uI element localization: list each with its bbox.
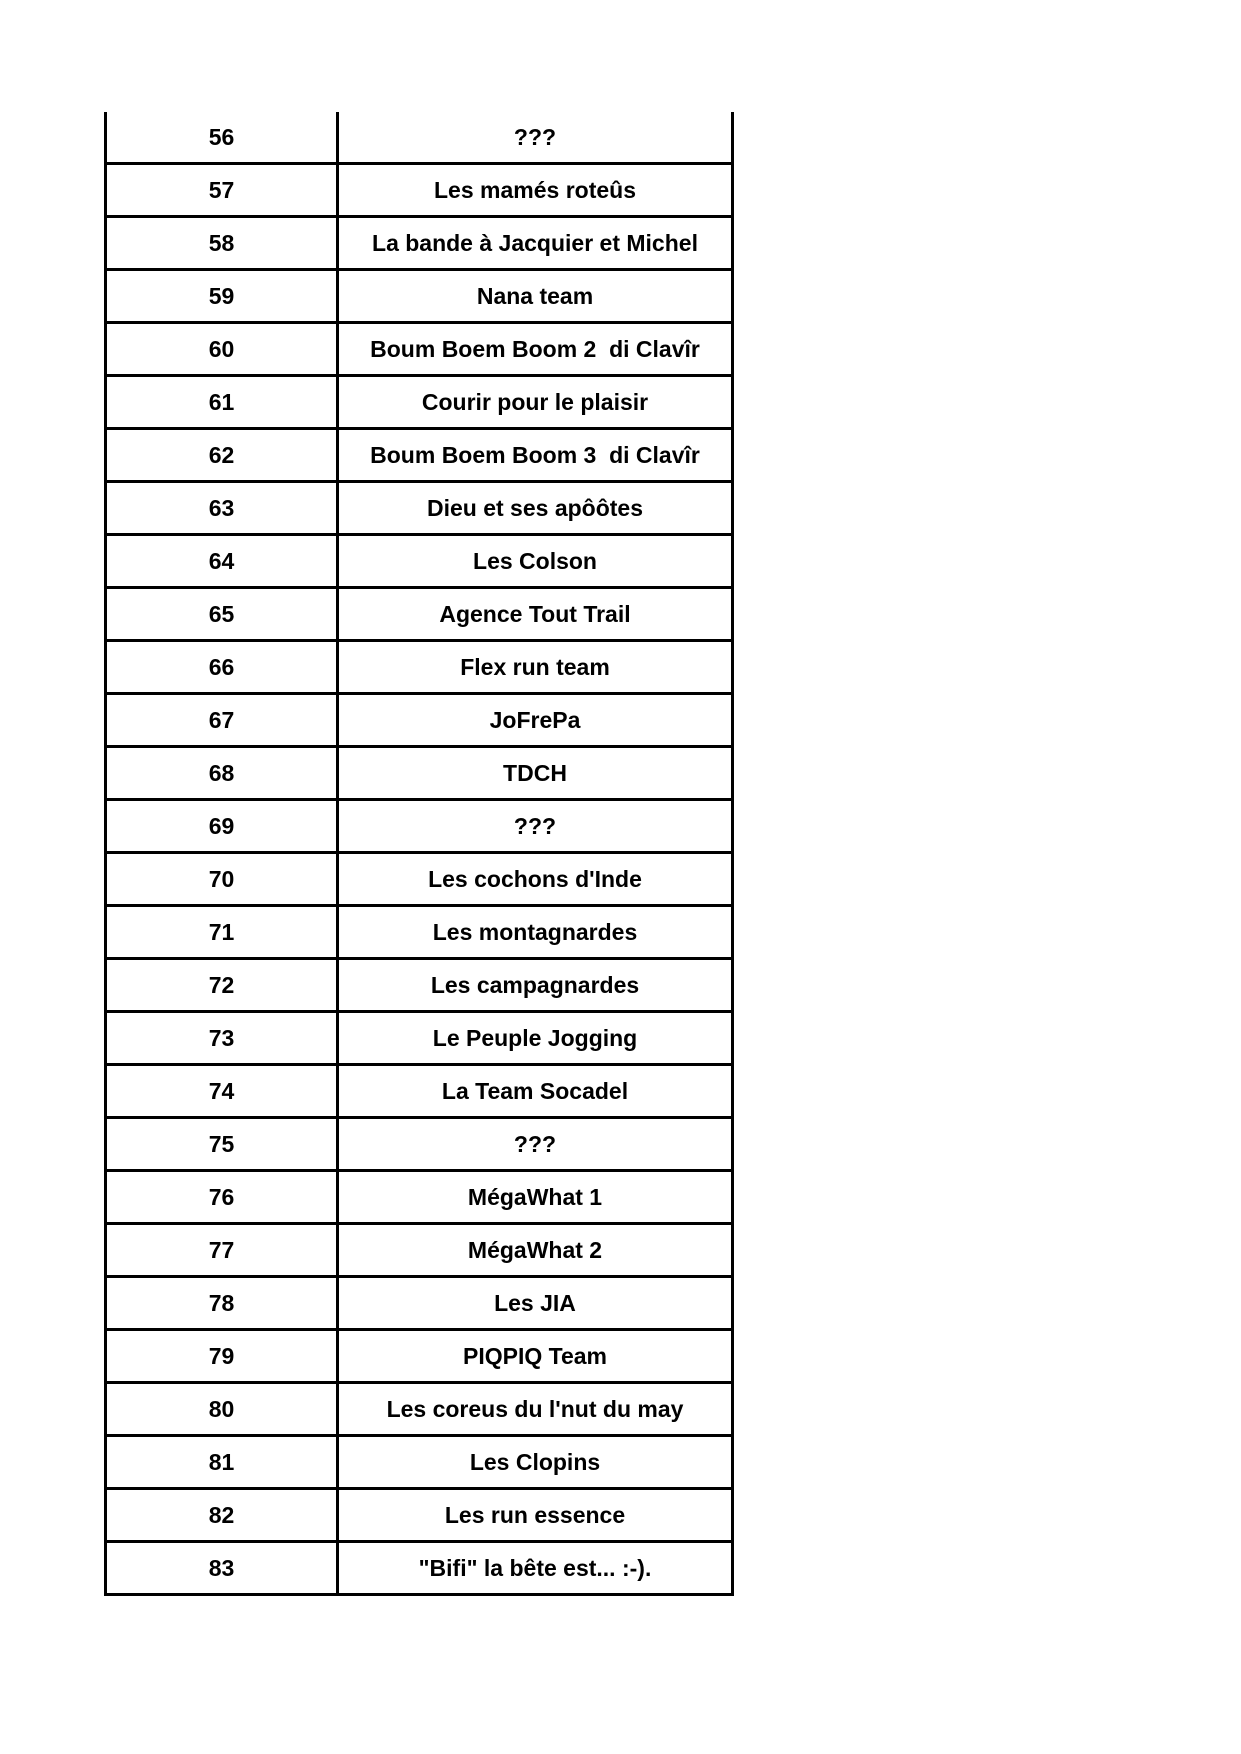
table-row [106, 906, 733, 959]
team-name-cell: TDCH [338, 747, 733, 800]
team-name-cell: MégaWhat 1 [338, 1171, 733, 1224]
team-number-cell: 72 [106, 959, 338, 1012]
team-name-cell: JoFrePa [338, 694, 733, 747]
team-name-cell: Les Clopins [338, 1436, 733, 1489]
table-row [106, 1065, 733, 1118]
team-number-cell: 82 [106, 1489, 338, 1542]
team-number-cell: 59 [106, 270, 338, 323]
team-number-cell: 67 [106, 694, 338, 747]
team-number-cell: 58 [106, 217, 338, 270]
team-name-cell: Les montagnardes [338, 906, 733, 959]
team-name-cell: Dieu et ses apôôtes [338, 482, 733, 535]
team-name-cell: Courir pour le plaisir [338, 376, 733, 429]
table-row [106, 1171, 733, 1224]
team-number-cell: 65 [106, 588, 338, 641]
table-row [106, 959, 733, 1012]
team-name-cell: Les cochons d'Inde [338, 853, 733, 906]
team-name-cell: Les run essence [338, 1489, 733, 1542]
team-number-cell: 57 [106, 164, 338, 217]
team-name-cell: ??? [338, 112, 733, 164]
team-name-cell: Boum Boem Boom 3 di Clavîr [338, 429, 733, 482]
table-row [106, 535, 733, 588]
table-row [106, 800, 733, 853]
table-row [106, 1330, 733, 1383]
table-row [106, 164, 733, 217]
team-table [104, 112, 734, 1596]
table-row [106, 1542, 733, 1595]
team-name-cell: Agence Tout Trail [338, 588, 733, 641]
team-number-cell: 61 [106, 376, 338, 429]
team-number-cell: 63 [106, 482, 338, 535]
team-number-cell: 71 [106, 906, 338, 959]
team-name-cell: Les mamés roteûs [338, 164, 733, 217]
team-name-cell: La Team Socadel [338, 1065, 733, 1118]
table-row [106, 1277, 733, 1330]
team-name-cell: MégaWhat 2 [338, 1224, 733, 1277]
team-name-cell: La bande à Jacquier et Michel [338, 217, 733, 270]
table-row [106, 641, 733, 694]
team-number-cell: 69 [106, 800, 338, 853]
table-row [106, 323, 733, 376]
team-number-cell: 76 [106, 1171, 338, 1224]
team-number-cell: 78 [106, 1277, 338, 1330]
team-name-cell: Nana team [338, 270, 733, 323]
team-name-cell: ??? [338, 1118, 733, 1171]
team-name-cell: Les coreus du l'nut du may [338, 1383, 733, 1436]
table-row [106, 429, 733, 482]
table-row [106, 1118, 733, 1171]
table-row [106, 747, 733, 800]
team-name-cell: Flex run team [338, 641, 733, 694]
team-name-cell: "Bifi" la bête est... :-). [338, 1542, 733, 1595]
table-row [106, 853, 733, 906]
table-row [106, 1489, 733, 1542]
team-number-cell: 81 [106, 1436, 338, 1489]
table-row [106, 217, 733, 270]
table-row [106, 588, 733, 641]
table-row [106, 270, 733, 323]
table-row [106, 1383, 733, 1436]
team-name-cell: Les campagnardes [338, 959, 733, 1012]
team-number-cell: 68 [106, 747, 338, 800]
team-number-cell: 74 [106, 1065, 338, 1118]
table-row [106, 1012, 733, 1065]
team-number-cell: 62 [106, 429, 338, 482]
team-name-cell: ??? [338, 800, 733, 853]
team-table-container [104, 112, 731, 1596]
team-number-cell: 79 [106, 1330, 338, 1383]
team-number-cell: 66 [106, 641, 338, 694]
team-number-cell: 60 [106, 323, 338, 376]
table-row [106, 112, 733, 164]
team-table-body [106, 112, 733, 1595]
team-number-cell: 80 [106, 1383, 338, 1436]
team-name-cell: Boum Boem Boom 2 di Clavîr [338, 323, 733, 376]
table-row [106, 482, 733, 535]
team-name-cell: Le Peuple Jogging [338, 1012, 733, 1065]
team-name-cell: Les JIA [338, 1277, 733, 1330]
team-number-cell: 70 [106, 853, 338, 906]
team-number-cell: 75 [106, 1118, 338, 1171]
table-row [106, 1224, 733, 1277]
team-name-cell: PIQPIQ Team [338, 1330, 733, 1383]
team-number-cell: 83 [106, 1542, 338, 1595]
table-row [106, 694, 733, 747]
team-number-cell: 64 [106, 535, 338, 588]
team-number-cell: 73 [106, 1012, 338, 1065]
team-number-cell: 77 [106, 1224, 338, 1277]
team-number-cell: 56 [106, 112, 338, 164]
table-row [106, 376, 733, 429]
team-name-cell: Les Colson [338, 535, 733, 588]
table-row [106, 1436, 733, 1489]
